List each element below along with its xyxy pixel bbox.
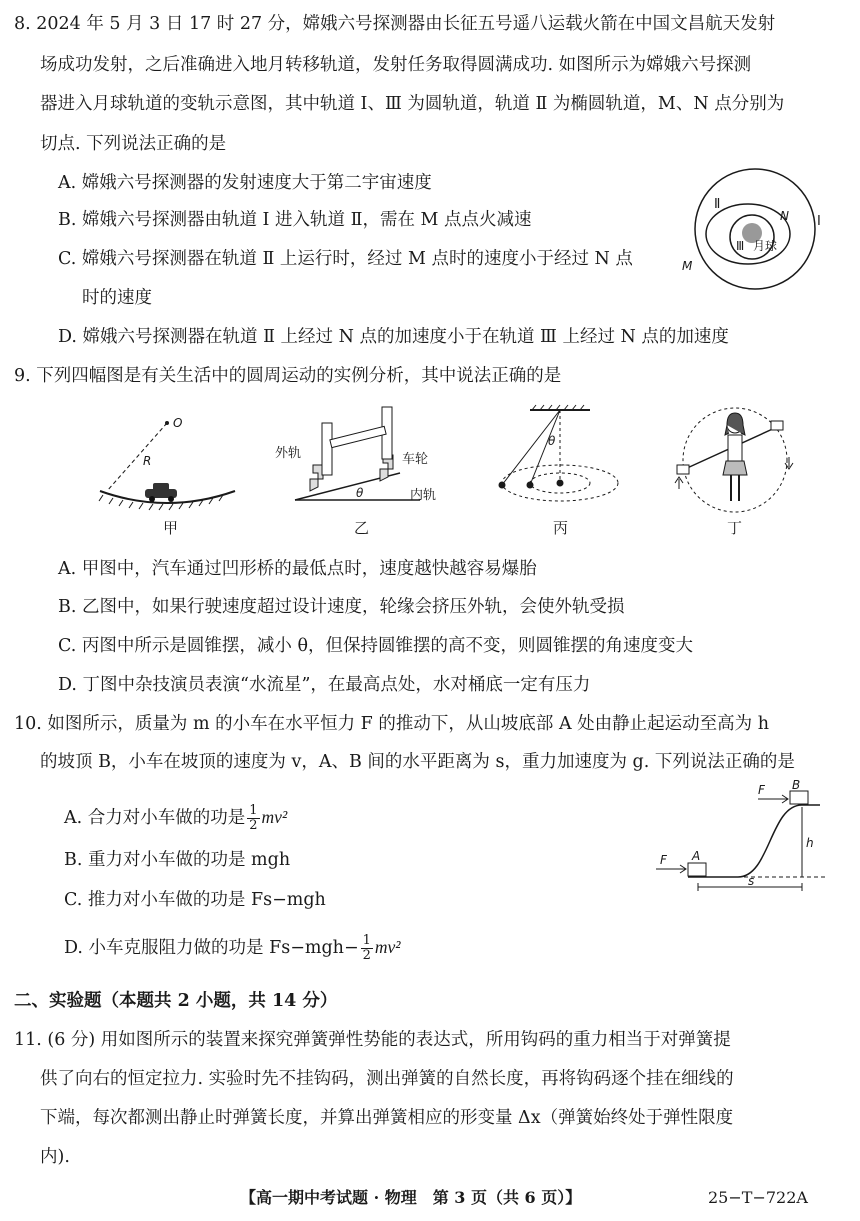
footer-title: 【高一期中考试题 · 物理 第 3 页（共 6 页）】 [240, 1188, 582, 1207]
label-b: B [792, 778, 801, 792]
label-outer-rail: 外轨 [275, 446, 302, 461]
q9-stem: 9. 下列四幅图是有关生活中的圆周运动的实例分析，其中说法正确的是 [14, 366, 562, 386]
outer-rail [310, 465, 323, 491]
q11-line-4: 内). [40, 1147, 70, 1167]
q9-option-d: D. 丁图中杂技演员表演“水流星”，在最高点处，水对桶底一定有压力 [58, 675, 591, 695]
figure-yi [270, 405, 460, 545]
figure-jia [95, 405, 245, 545]
label-orbit-ii: Ⅱ [714, 197, 721, 212]
q9-option-a: A. 甲图中，汽车通过凹形桥的最低点时，速度越快越容易爆胎 [58, 559, 537, 579]
center-bob [557, 480, 564, 487]
caption-bing: 丙 [553, 519, 569, 537]
fraction-half-d: $\frac{1}{2}$ [362, 933, 371, 963]
caption-jia: 甲 [163, 519, 179, 537]
label-moon: 月球 [753, 239, 778, 253]
car [145, 483, 177, 502]
caption-ding: 丁 [727, 519, 743, 537]
axle [330, 426, 386, 447]
label-r: R [143, 454, 152, 468]
q10-option-d [64, 930, 401, 965]
cart-b [790, 791, 808, 804]
q10-option-b: B. 重力对小车做的功是 mgh [64, 850, 291, 870]
q8-option-b: B. 嫦娥六号探测器由轨道 Ⅰ 进入轨道 Ⅱ，需在 M 点点火减速 [58, 210, 532, 230]
wheel-left [322, 423, 332, 475]
q8-option-a: A. 嫦娥六号探测器的发射速度大于第二宇宙速度 [58, 173, 432, 193]
q10-option-a-text: A. 合力对小车做的功是 [64, 808, 246, 828]
q11-line-3: 下端，每次都测出静止时弹簧长度，并算出弹簧相应的形变量 Δx（弹簧始终处于弹性限度 [40, 1108, 734, 1128]
label-wheel: 车轮 [402, 452, 429, 467]
arrow-up [675, 477, 683, 489]
q8-option-d: D. 嫦娥六号探测器在轨道 Ⅱ 上经过 N 点的加速度小于在轨道 Ⅲ 上经过 N 点的加速度 [58, 327, 729, 347]
q10-option-c: C. 推力对小车做的功是 Fs−mgh [64, 890, 326, 910]
bob-1 [499, 482, 506, 489]
radius-line [107, 423, 167, 491]
label-h: h [806, 836, 814, 850]
q8-line-3: 器进入月球轨道的变轨示意图，其中轨道 Ⅰ、Ⅲ 为圆轨道，轨道 Ⅱ 为椭圆轨道，M、N 点分别为 [40, 94, 785, 114]
fraction-half: $\frac{1}{2}$ [249, 803, 258, 833]
q11-line-2: 供了向右的恒定拉力. 实验时先不挂钩码，测出弹簧的自然长度，再将钩码逐个挂在细线的 [40, 1069, 734, 1089]
label-f-b: F [758, 783, 765, 797]
cart-a [688, 863, 706, 876]
bucket-left [677, 465, 689, 474]
orbit-diagram [680, 162, 840, 292]
q9-option-b: B. 乙图中，如果行驶速度超过设计速度，轮缘会挤压外轨，会使外轨受损 [58, 597, 625, 617]
label-inner-rail: 内轨 [410, 488, 437, 503]
q10-line-1: 10. 如图所示，质量为 m 的小车在水平恒力 F 的推动下，从山坡底部 A 处由静止起运动至高为 h [14, 714, 769, 734]
q9-option-c: C. 丙图中所示是圆锥摆，减小 θ，但保持圆锥摆的高不变，则圆锥摆的角速度变大 [58, 636, 693, 656]
label-f-a: F [660, 853, 667, 867]
q10-option-a-expr: mv² [261, 807, 288, 827]
bob-2 [527, 482, 534, 489]
caption-yi: 乙 [354, 519, 370, 537]
string-2 [530, 410, 560, 485]
label-orbit-i: Ⅰ [817, 214, 821, 229]
q11-line-1: 11. (6 分) 用如图所示的装置来探究弹簧弹性势能的表达式，所用钩码的重力相当于对弹簧提 [14, 1030, 731, 1050]
label-o: O [173, 416, 183, 430]
performer-skirt [723, 461, 747, 475]
label-n: N [780, 209, 789, 223]
q10-line-2: 的坡顶 B，小车在坡顶的速度为 v，A、B 间的水平距离为 s，重力加速度为 g. 下列说法正确的是 [40, 752, 795, 772]
performer-body [728, 435, 742, 461]
label-m: M [682, 259, 693, 273]
bucket-right [771, 421, 783, 430]
section-heading: 二、实验题（本题共 2 小题，共 14 分） [14, 991, 338, 1011]
label-orbit-iii: Ⅲ [736, 239, 745, 253]
figure-bing [490, 405, 630, 545]
q8-option-c-line-1: C. 嫦娥六号探测器在轨道 Ⅱ 上运行时，经过 M 点时的速度小于经过 N 点 [58, 249, 633, 269]
q8-line-1: 8. 2024 年 5 月 3 日 17 时 27 分，嫦娥六号探测器由长征五号遥八运载火箭在中国文昌航天发射 [14, 14, 776, 34]
center-point [165, 421, 169, 425]
q10-option-d-expr: mv² [374, 937, 401, 957]
q8-option-c-line-2: 时的速度 [82, 288, 152, 308]
q8-line-4: 切点. 下列说法正确的是 [40, 134, 227, 154]
slope-diagram [650, 778, 840, 915]
q10-option-a [64, 800, 287, 835]
q10-option-d-text: D. 小车克服阻力做的功是 Fs−mgh− [64, 938, 359, 958]
q8-line-2: 场成功发射，之后准确进入地月转移轨道，发射任务取得圆满成功. 如图所示为嫦娥六号探测 [40, 55, 752, 75]
label-theta-bing: θ [548, 434, 556, 448]
label-s: s [748, 874, 755, 888]
figure-ding [665, 405, 805, 545]
footer-code: 25−T−722A [708, 1188, 808, 1207]
hill [688, 805, 820, 877]
label-theta: θ [356, 486, 364, 500]
label-a: A [692, 849, 701, 863]
